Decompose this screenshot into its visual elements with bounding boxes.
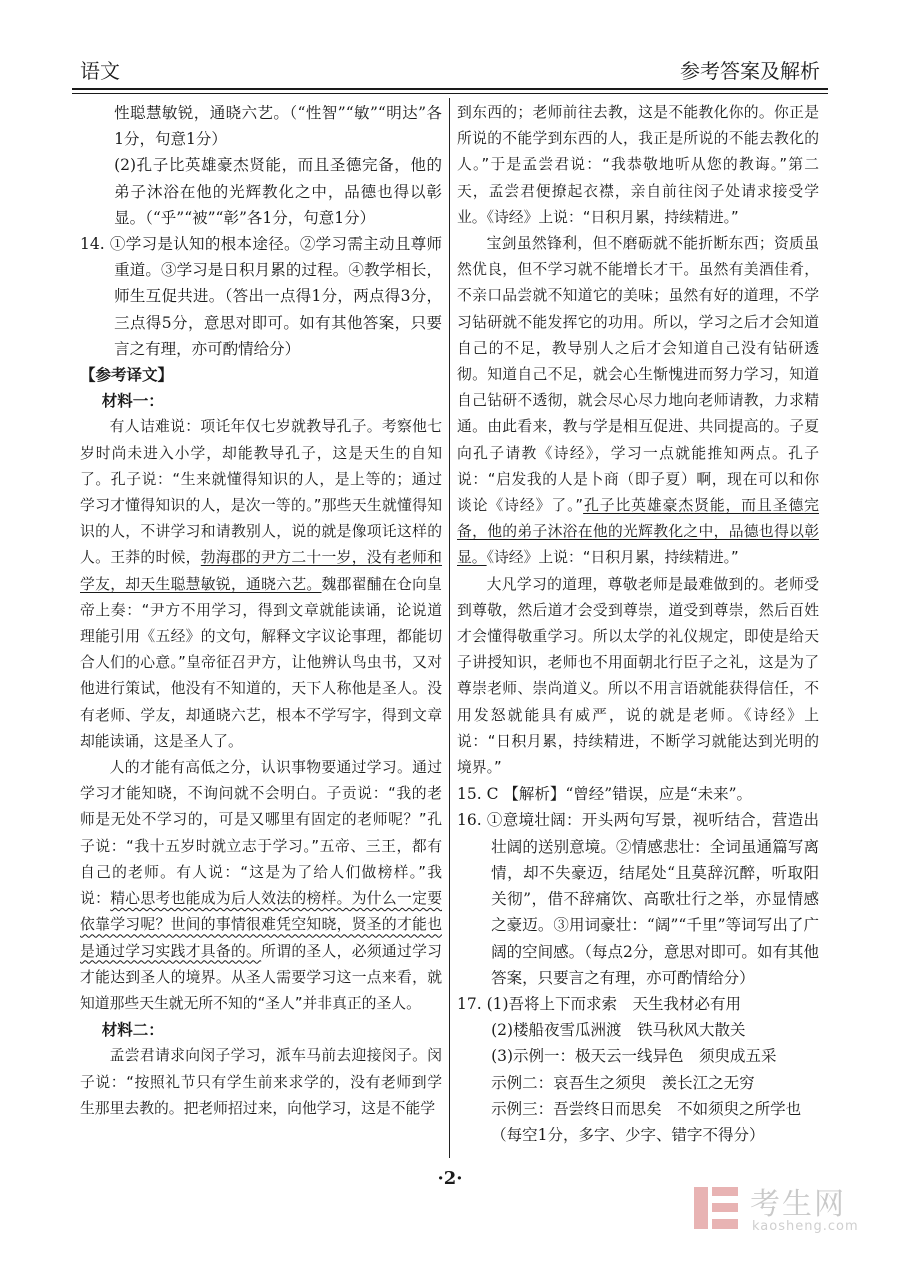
m1-p2-text-a: 人的才能有高低之分，认识事物要通过学习。通过学习才能知晓，不询问就不会明白。子贡说：“我的老师是无处不学习的，可是又哪里有固定的老师呢？”孔子说：“我十五岁时就立志于学习。”五帝、三王，都有自己的老师。有人说：“这是为了给人们做榜样。”我说： — [80, 759, 442, 908]
answer-17-3-example-1: (3)示例一：极天云一线异色 须臾成五采 — [491, 1047, 777, 1066]
material-2-paragraph-1: 孟尝君请求向闵子学习，派车马前去迎接闵子。闵子说：“按照礼节只有学生前来求学的，没有老师到学生那里去教的。把老师招过来，向他学习，这是不能学 — [80, 1047, 442, 1117]
answer-13-1-continued: 性聪慧敏锐，通晓六艺。（“性智”“敏”“明达”各1分，句意1分） — [114, 104, 442, 149]
header-title: 参考答案及解析 — [680, 59, 820, 83]
watermark-text: 考生网 — [750, 1187, 846, 1222]
watermark-url: kaosheng.com — [752, 1219, 859, 1234]
translation-title: 【参考译文】 — [80, 365, 174, 385]
answer-15: 15. C 【解析】“曾经”错误，应是“未来”。 — [457, 785, 753, 804]
material-2-paragraph-1-continued: 到东西的；老师前往去教，这是不能教化你的。你正是所说的不能学到东西的人，我正是所说的不能去教化的人。”于是孟尝君说：“我恭敬地听从您的教诲。”第二天，孟尝君便撩起衣襟，亲自前往闵子处请求接受学业。《诗经》上说：“日积月累，持续精进。” — [457, 104, 819, 226]
material-2-paragraph-3: 大凡学习的道理，尊敬老师是最难做到的。老师受到尊敬，然后道才会受到尊崇，道受到尊崇，然后百姓才会懂得敬重学习。所以太学的礼仪规定，即使是给天子讲授知识，老师也不用面朝北行臣子之礼，这是为了尊崇老师、崇尚道义。所以不用言语就能获得信任，不用发怒就能具有威严，说的就是老师。《诗经》上说：“日积月累，持续精进，不断学习就能达到光明的境界。” — [457, 575, 819, 777]
m1-p2-wavy-underlined: 精心思考也能成为后人效法的榜样。为什么一定要依靠学习呢？世间的事情很难凭空知晓，贤圣的才能也是通过学习实践才具备的。 — [80, 890, 442, 960]
material-2-title: 材料二： — [101, 1020, 164, 1040]
m1-p1-underlined: 勃海郡的尹方二十一岁，没有老师和学友，却天生聪慧敏锐，通晓六艺。 — [80, 549, 442, 593]
answer-17-3-example-2: 示例二：哀吾生之须臾 羡长江之无穷 — [491, 1073, 755, 1092]
m1-p1-text-a: 有人诘难说：项讬年仅七岁就教导孔子。考察他七岁时尚未进入小学，却能教导孔子，这是天生的自知了。孔子说：“生来就懂得知识的人，是上等的；通过学习才懂得知识的人，是次一等的。”那些天生就懂得知识的人，不讲学习和请教别人，说的就是像项讬这样的人。王莽的时候， — [80, 418, 442, 567]
material-1-paragraph-1 — [80, 414, 442, 755]
material-1-paragraph-2 — [80, 755, 442, 1017]
answer-14: 14. ①学习是认知的根本途径。②学习需主动且尊师重道。③学习是日积月累的过程。④教学相长，师生互促共进。（答出一点得1分，两点得3分，三点得5分，意思对即可。如有其他答案，只要言之有理，亦可酌情给分） — [80, 235, 442, 358]
header-rule — [72, 88, 828, 90]
watermark-logo-icon — [692, 1183, 742, 1233]
subject-label: 语文 — [80, 59, 120, 83]
m2-p2-text-a: 宝剑虽然锋利，但不磨砺就不能折断东西；资质虽然优良，但不学习就不能增长才干。虽然有美酒佳肴，不亲口品尝就不知道它的美味；虽然有好的道理，不学习钻研就不能发挥它的功用。所以，学习之后才会知道自己的不足，教导别人之后才会知道自己没有钻研透彻。知道自己不足，就会心生惭愧进而努力学习，知道自己钻研不透彻，就会尽心尽力地向老师请教，力求精通。由此看来，教与学是相互促进、共同提高的。子夏向孔子请教《诗经》，学习一点就能推知两点。孔子说：“启发我的人是卜商（即子夏）啊，现在可以和你谈论《诗经》了。” — [457, 235, 819, 515]
answer-17-3-example-3: 示例三：吾尝终日而思矣 不如须臾之所学也 — [491, 1099, 802, 1118]
m2-p2-underlined: 孔子比英雄豪杰贤能，而且圣德完备，他的弟子沐浴在他的光辉教化之中，品德也得以彰显。 — [457, 497, 819, 567]
answer-13-2: (2)孔子比英雄豪杰贤能，而且圣德完备，他的弟子沐浴在他的光辉教化之中，品德也得以彰显。（“乎”“被”“彰”各1分，句意1分） — [114, 156, 442, 227]
header-rule-thin — [72, 93, 828, 94]
left-column — [80, 100, 442, 1155]
answer-17-1: 17. (1)吾将上下而求索 天生我材必有用 — [457, 994, 742, 1013]
watermark — [692, 1177, 882, 1247]
answer-17-2: (2)楼船夜雪瓜洲渡 铁马秋风大散关 — [491, 1021, 746, 1040]
m1-p2-text-b: 所谓的圣人，必须通过学习才能达到圣人的境界。从圣人需要学习这一点来看，就知道那些天生就无所不知的“圣人”并非真正的圣人。 — [80, 942, 442, 1012]
material-1-title: 材料一： — [101, 391, 164, 411]
page-header — [72, 58, 828, 88]
page-number: ·2· — [437, 1168, 463, 1189]
m1-p1-text-b: 魏郡翟酺在仓向皇帝上奏：“尹方不用学习，得到文章就能读诵，论说道理能引用《五经》的文句，解释文字议论事理，都能切合人们的心意。”皇帝征召尹方，让他辨认鸟虫书，又对他进行策试，他没有不知道的，天下人称他是圣人。没有老师、学友，却通晓六艺，根本不学写字，得到文章却能读诵，这是圣人了。 — [80, 575, 442, 750]
right-column — [457, 100, 819, 1155]
answer-17-note: （每空1分，多字、少字、错字不得分） — [491, 1125, 765, 1144]
answer-16: 16. ①意境壮阔：开头两句写景，视听结合，营造出壮阔的送别意境。②情感悲壮：全词虽通篇写离情，却不失豪迈，结尾处“且莫辞沉醉，听取阳关彻”，借不辞痛饮、高歌壮行之举，亦显情感之豪迈。③用词豪壮：“阔”“千里”等词写出了广阔的空间感。（每点2分，意思对即可。如有其他答案，只要言之有理，亦可酌情给分） — [457, 811, 819, 987]
m2-p2-text-b: 《诗经》上说：“日积月累，持续精进。” — [486, 549, 739, 567]
material-2-paragraph-2 — [457, 231, 819, 572]
column-divider — [449, 98, 450, 1158]
